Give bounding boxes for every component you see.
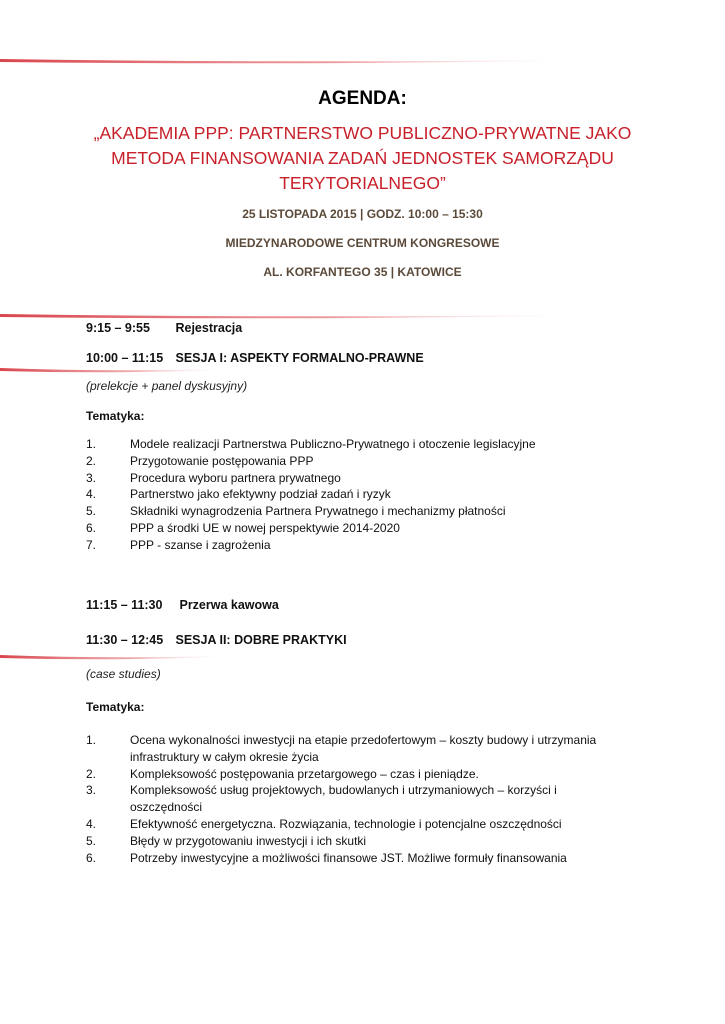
session1-topics-heading: Tematyka: bbox=[86, 409, 145, 423]
coffee-break-time: 11:15 – 11:30 bbox=[86, 598, 163, 612]
session2-divider-swoosh bbox=[0, 653, 220, 659]
event-title-line-2: METODA FINANSOWANIA ZADAŃ JEDNOSTEK SAMORZĄDU bbox=[111, 148, 614, 168]
event-title-line-1: „AKADEMIA PPP: PARTNERSTWO PUBLICZNO-PRYWATNE JAKO bbox=[93, 123, 632, 143]
list-item: 5. Składniki wynagrodzenia Partnera Prywatnego i mechanizmy płatności bbox=[86, 504, 506, 519]
list-item: 2. Kompleksowość postępowania przetargowego – czas i pieniądze. bbox=[86, 766, 479, 781]
session2-time: 11:30 – 12:45 bbox=[86, 633, 164, 647]
registration-label: Rejestracja bbox=[175, 321, 243, 335]
session2-row bbox=[86, 633, 347, 647]
list-item: 3. Kompleksowość usług projektowych, budowlanych i utrzymaniowych – korzyści i oszczędności bbox=[86, 783, 557, 815]
session1-title: SESJA I: ASPEKTY FORMALNO-PRAWNE bbox=[175, 351, 424, 365]
session1-format-note: (prelekcje + panel dyskusyjny) bbox=[86, 379, 248, 393]
session1-time: 10:00 – 11:15 bbox=[86, 351, 164, 365]
list-item: 6. Potrzeby inwestycyjne a możliwości finansowe JST. Możliwe formuły finansowania bbox=[86, 850, 567, 865]
session2-format-note: (case studies) bbox=[86, 667, 161, 681]
list-item: 3. Procedura wyboru partnera prywatnego bbox=[86, 470, 341, 485]
agenda-heading: AGENDA: bbox=[318, 88, 407, 109]
session1-topics-list bbox=[86, 436, 626, 554]
registration-row bbox=[86, 321, 242, 335]
list-item: 6. PPP a środki UE w nowej perspektywie 2014-2020 bbox=[86, 520, 400, 535]
session1-divider-swoosh bbox=[0, 366, 220, 372]
coffee-break-row bbox=[86, 598, 279, 612]
top-divider-swoosh bbox=[0, 57, 560, 63]
coffee-break-label: Przerwa kawowa bbox=[179, 598, 279, 612]
list-item: 5. Błędy w przygotowaniu inwestycji i ich skutki bbox=[86, 833, 367, 848]
session2-topics-heading: Tematyka: bbox=[86, 700, 145, 714]
event-title bbox=[60, 121, 665, 196]
list-item: 4. Partnerstwo jako efektywny podział zadań i ryzyk bbox=[86, 487, 391, 502]
list-item: 4. Efektywność energetyczna. Rozwiązania, technologie i potencjalne oszczędności bbox=[86, 816, 562, 831]
list-item: 7. PPP - szanse i zagrożenia bbox=[86, 537, 271, 552]
session2-title: SESJA II: DOBRE PRAKTYKI bbox=[175, 633, 347, 647]
registration-time: 9:15 – 9:55 bbox=[86, 321, 150, 335]
list-item: 1. Ocena wykonalności inwestycji na etapie przedofertowym – koszty budowy i utrzymania infrastruktury w całym okresie życia bbox=[86, 733, 597, 764]
session2-topics-list bbox=[86, 732, 626, 866]
event-venue: MIEDZYNARODOWE CENTRUM KONGRESOWE bbox=[225, 236, 500, 250]
event-date-time: 25 LISTOPADA 2015 | GODZ. 10:00 – 15:30 bbox=[242, 207, 483, 221]
list-item: 2. Przygotowanie postępowania PPP bbox=[86, 453, 314, 468]
event-title-line-3: TERYTORIALNEGO” bbox=[279, 173, 446, 193]
session1-row bbox=[86, 351, 424, 365]
event-address: AL. KORFANTEGO 35 | KATOWICE bbox=[263, 265, 462, 279]
header-bottom-divider-swoosh bbox=[0, 312, 560, 318]
list-item: 1. Modele realizacji Partnerstwa Publiczno-Prywatnego i otoczenie legislacyjne bbox=[86, 437, 536, 451]
